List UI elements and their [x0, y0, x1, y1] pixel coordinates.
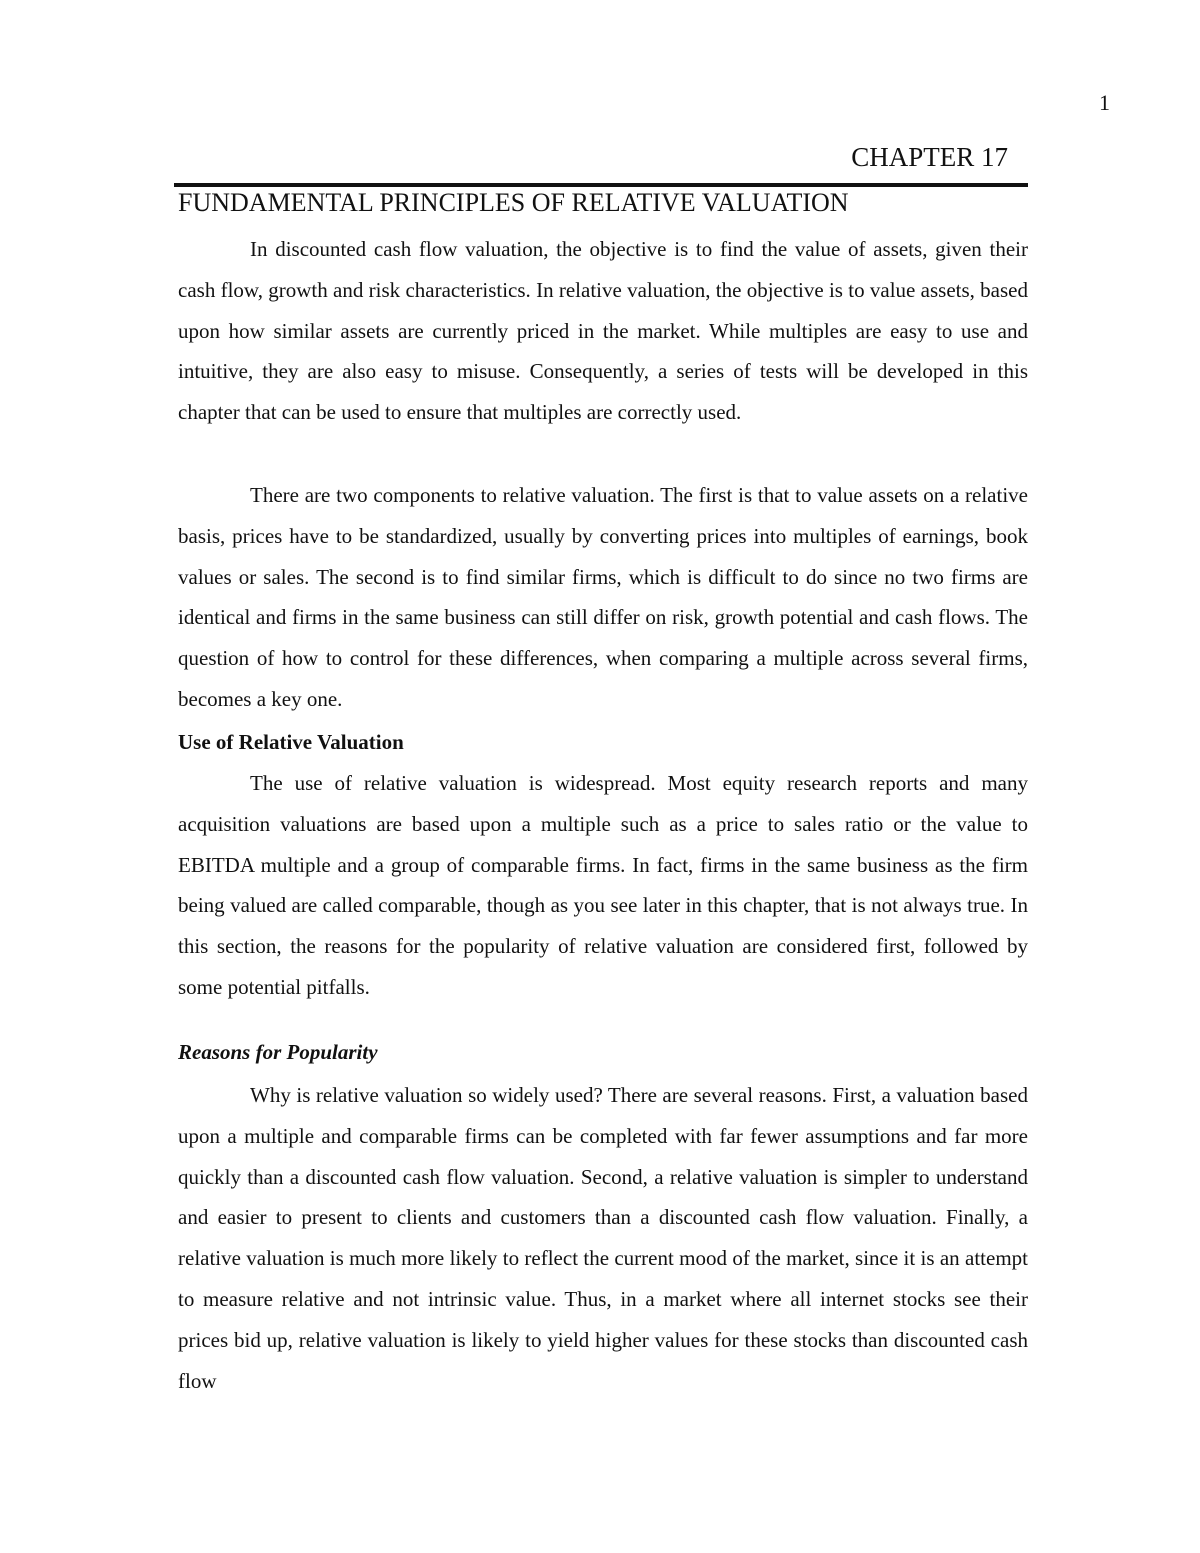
chapter-label: CHAPTER 17: [851, 142, 1008, 172]
intro-paragraph-2: There are two components to relative valuation. The first is that to value assets on a relative basis, prices have to be standardized, usually by converting prices into multiples of earnings, book values or sales. The second is to find similar firms, which is difficult to do since no two firms are identical and firms in the same business can still differ on risk, growth potential and cash flows. The question of how to control for these differences, when comparing a multiple across several firms, becomes a key one.: [178, 483, 1028, 711]
chapter-title: FUNDAMENTAL PRINCIPLES OF RELATIVE VALUATION: [178, 188, 849, 217]
page-number: 1: [1099, 90, 1110, 115]
reasons-section-paragraph: Why is relative valuation so widely used? There are several reasons. First, a valuation based upon a multiple and comparable firms can be completed with far fewer assumptions and far more quickly than a discounted cash flow valuation. Second, a relative valuation is simpler to understand and easier to present to clients and customers than a discounted cash flow valuation. Finally, a relative valuation is much more likely to reflect the current mood of the market, since it is an attempt to measure relative and not intrinsic value. Thus, in a market where all internet stocks see their prices bid up, relative valuation is likely to yield higher values for these stocks than discounted cash flow: [178, 1083, 1028, 1393]
intro-paragraph-1: In discounted cash flow valuation, the objective is to find the value of assets, given their cash flow, growth and risk characteristics. In relative valuation, the objective is to value assets, based upon how similar assets are currently priced in the market. While multiples are easy to use and intuitive, they are also easy to misuse. Consequently, a series of tests will be developed in this chapter that can be used to ensure that multiples are correctly used.: [178, 237, 1028, 425]
section-heading-use-of-relative-valuation: Use of Relative Valuation: [178, 730, 404, 754]
use-section-paragraph: The use of relative valuation is widespread. Most equity research reports and many acquisition valuations are based upon a multiple such as a price to sales ratio or the value to EBITDA multiple and a group of comparable firms. In fact, firms in the same business as the firm being valued are called comparable, though as you see later in this chapter, that is not always true. In this section, the reasons for the popularity of relative valuation are considered first, followed by some potential pitfalls.: [178, 771, 1028, 999]
subsection-heading-reasons-for-popularity: Reasons for Popularity: [178, 1040, 378, 1064]
